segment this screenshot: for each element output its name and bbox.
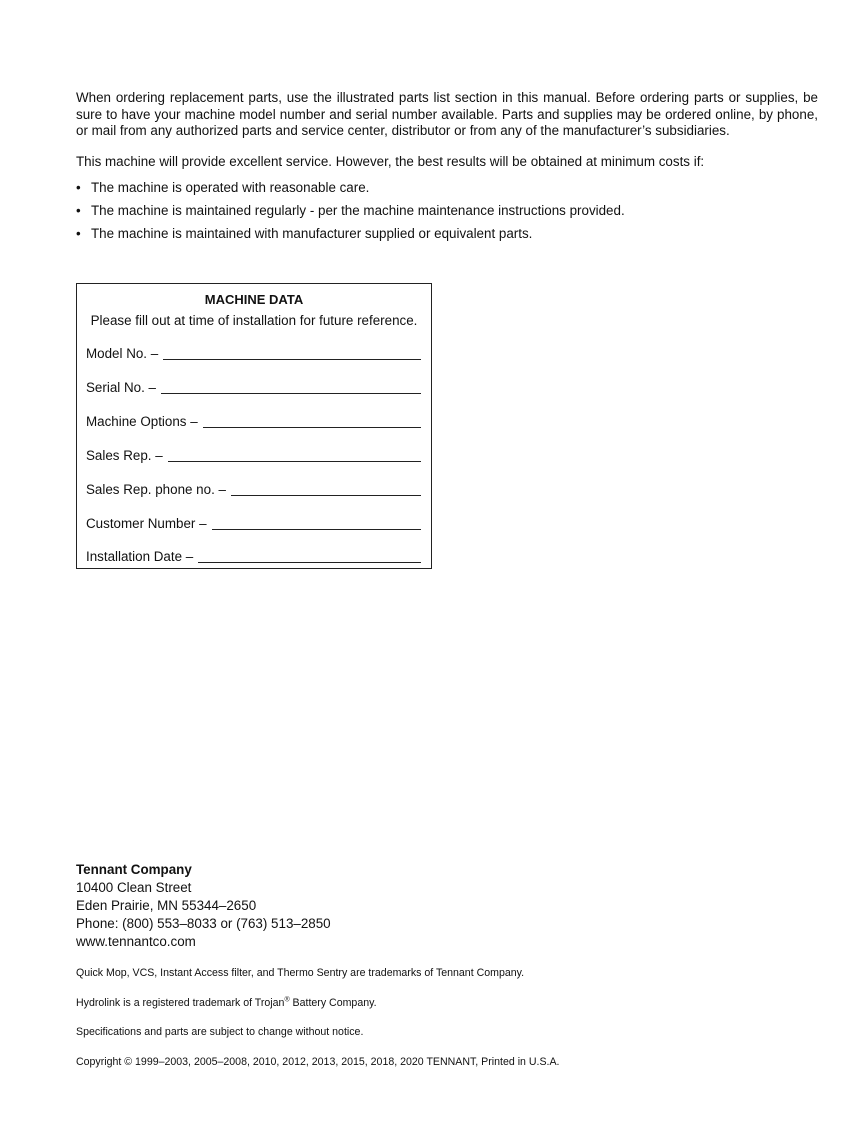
registered-mark: ® [284,996,290,1004]
service-conditions-list [76,180,818,249]
model-number-label: Model No. – [86,346,159,361]
installation-date-field [86,546,421,564]
model-number-field [86,343,421,361]
bullet-icon: • [76,226,81,241]
company-phone: Phone: (800) 553–8033 or (763) 513–2850 [76,916,331,931]
list-item-text: The machine is operated with reasonable care. [91,180,370,195]
bullet-icon: • [76,180,81,195]
machine-options-label: Machine Options – [86,414,198,429]
sales-rep-line [168,447,421,462]
customer-number-label: Customer Number – [86,516,207,531]
sales-rep-phone-field [86,479,421,497]
company-website: www.tennantco.com [76,934,196,949]
list-item [76,203,818,220]
list-item-text: The machine is maintained with manufacturer supplied or equivalent parts. [91,226,533,241]
hydrolink-notice [76,997,377,1010]
intro-paragraph: When ordering replacement parts, use the illustrated parts list section in this manual. Before ordering parts or supplies, be sure to have your machine model number and serial number available. Parts and supplies may be ordered online, by phone, or mail from any authorized parts and service center, distributor or from any of the manufacturer’s subsidiaries. [76,90,818,138]
list-item [76,226,818,243]
sales-rep-phone-line [231,481,421,496]
machine-data-subtitle: Please fill out at time of installation for future reference. [90,313,418,328]
service-lead-text: This machine will provide excellent service. However, the best results will be obtained at minimum costs if: [76,154,705,169]
serial-number-field [86,377,421,395]
company-street: 10400 Clean Street [76,880,192,895]
bullet-icon: • [76,203,81,218]
serial-number-line [161,379,421,394]
installation-date-line [198,548,421,563]
installation-date-label: Installation Date – [86,549,194,564]
hydrolink-text-end: Battery Company. [289,997,377,1009]
model-number-line [163,345,421,360]
sales-rep-phone-label: Sales Rep. phone no. – [86,482,226,497]
machine-options-field [86,411,421,429]
machine-data-form [76,283,432,569]
serial-number-label: Serial No. – [86,380,156,395]
specifications-notice: Specifications and parts are subject to change without notice. [76,1026,364,1038]
machine-options-line [203,413,421,428]
company-address-block [76,861,331,951]
copyright-notice: Copyright © 1999–2003, 2005–2008, 2010, 2012, 2013, 2015, 2018, 2020 TENNANT, Printed in U.S.A. [76,1056,560,1068]
company-city: Eden Prairie, MN 55344–2650 [76,898,257,913]
trademark-notice: Quick Mop, VCS, Instant Access filter, and Thermo Sentry are trademarks of Tennant Company. [76,967,525,979]
customer-number-field [86,513,421,531]
company-name: Tennant Company [76,862,192,877]
customer-number-line [212,515,421,530]
machine-data-title: MACHINE DATA [204,292,304,307]
hydrolink-text: Hydrolink is a registered trademark of Trojan [76,997,285,1009]
sales-rep-field [86,445,421,463]
list-item [76,180,818,197]
list-item-text: The machine is maintained regularly - per the machine maintenance instructions provided. [91,203,625,218]
sales-rep-label: Sales Rep. – [86,448,163,463]
